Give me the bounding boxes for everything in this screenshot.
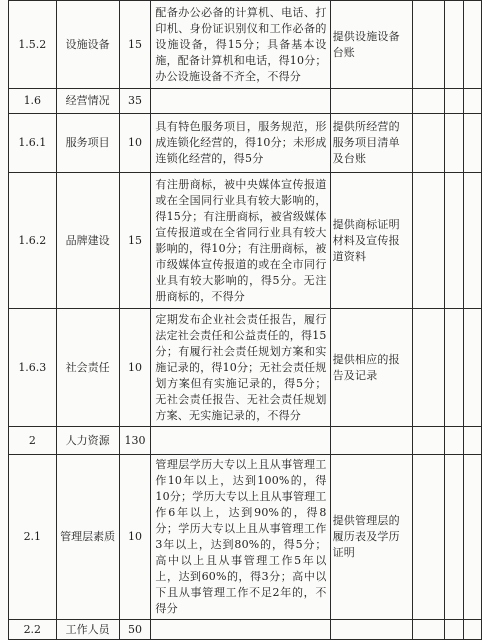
blank-cell xyxy=(444,455,464,620)
row-material: 提供管理层的履历表及学历证明 xyxy=(330,455,413,620)
table-row xyxy=(9,427,482,455)
row-code: 2.1 xyxy=(9,455,57,620)
row-standard xyxy=(151,620,330,640)
row-score: 10 xyxy=(119,455,151,620)
blank-cell xyxy=(444,114,464,173)
row-item: 工作人员 xyxy=(56,620,119,640)
row-code: 1.6.2 xyxy=(9,173,57,309)
row-material: 提供设施设备台账 xyxy=(330,1,413,89)
blank-cell xyxy=(464,1,482,89)
row-standard: 具有特色服务项目，服务规范，形成连锁化经营的，得10分；未形成连锁化经营的，得5分 xyxy=(151,114,330,173)
table-row xyxy=(9,89,482,114)
table-row xyxy=(9,1,482,89)
row-item: 服务项目 xyxy=(56,114,119,173)
blank-cell xyxy=(464,89,482,114)
row-item: 品牌建设 xyxy=(56,173,119,309)
row-standard xyxy=(151,427,330,455)
blank-cell xyxy=(413,89,444,114)
blank-cell xyxy=(444,309,464,427)
blank-cell xyxy=(444,89,464,114)
row-standard: 有注册商标，被中央媒体宣传报道或在全国同行业具有较大影响的，得15分；有注册商标，被省级媒体宣传报道或在全省同行业具有较大影响的，得10分；有注册商标，被市级媒体宣传报道的或在全市同行业具有较大影响的，得5分。无注册商标的，不得分 xyxy=(151,173,330,309)
row-score: 130 xyxy=(119,427,151,455)
row-item: 管理层素质 xyxy=(56,455,119,620)
blank-cell xyxy=(464,309,482,427)
row-score: 15 xyxy=(119,1,151,89)
blank-cell xyxy=(464,427,482,455)
row-score: 10 xyxy=(119,309,151,427)
blank-cell xyxy=(413,114,444,173)
blank-cell xyxy=(464,114,482,173)
row-item: 社会责任 xyxy=(56,309,119,427)
row-standard: 管理层学历大专以上且从事管理工作10年以上，达到100%的，得10分；学历大专以上且从事管理工作6年以上，达到90%的，得8分；学历大专以上且从事管理工作3年以上，达到80%的，得5分；高中以上且从事管理工作5年以上，达到60%的，得3分；高中以下且从事管理工作不足2年的，不得分 xyxy=(151,455,330,620)
table-row xyxy=(9,620,482,640)
row-code: 1.6.1 xyxy=(9,114,57,173)
blank-cell xyxy=(413,309,444,427)
table-row xyxy=(9,309,482,427)
row-score: 35 xyxy=(119,89,151,114)
row-material xyxy=(330,427,413,455)
row-material: 提供相应的报告及记录 xyxy=(330,309,413,427)
blank-cell xyxy=(413,620,444,640)
row-standard xyxy=(151,89,330,114)
row-code: 2 xyxy=(9,427,57,455)
row-score: 50 xyxy=(119,620,151,640)
blank-cell xyxy=(464,455,482,620)
blank-cell xyxy=(413,173,444,309)
row-material: 提供所经营的服务项目清单及台账 xyxy=(330,114,413,173)
row-standard: 定期发布企业社会责任报告，履行法定社会责任和公益责任的，得15分；有履行社会责任规划方案和实施记录的，得10分；无社会责任规划方案但有实施记录的，得5分；无社会责任报告、无社会责任规划方案、无实施记录的，不得分 xyxy=(151,309,330,427)
table-row xyxy=(9,114,482,173)
row-item: 设施设备 xyxy=(56,1,119,89)
blank-cell xyxy=(413,455,444,620)
blank-cell xyxy=(444,620,464,640)
blank-cell xyxy=(464,173,482,309)
row-material xyxy=(330,620,413,640)
row-code: 1.5.2 xyxy=(9,1,57,89)
blank-cell xyxy=(413,427,444,455)
row-material xyxy=(330,89,413,114)
row-standard: 配备办公必备的计算机、电话、打印机、身份证识别仪和工作必备的设施设备，得15分；具备基本设施，配备计算机和电话，得10分；办公设施设备不齐全，不得分 xyxy=(151,1,330,89)
blank-cell xyxy=(444,173,464,309)
table-row xyxy=(9,455,482,620)
table-row xyxy=(9,173,482,309)
row-item: 人力资源 xyxy=(56,427,119,455)
row-code: 2.2 xyxy=(9,620,57,640)
row-code: 1.6.3 xyxy=(9,309,57,427)
blank-cell xyxy=(413,1,444,89)
blank-cell xyxy=(444,1,464,89)
row-material: 提供商标证明材料及宣传报道资料 xyxy=(330,173,413,309)
row-score: 15 xyxy=(119,173,151,309)
row-score: 10 xyxy=(119,114,151,173)
row-item: 经营情况 xyxy=(56,89,119,114)
row-code: 1.6 xyxy=(9,89,57,114)
evaluation-table xyxy=(8,0,482,640)
blank-cell xyxy=(444,427,464,455)
blank-cell xyxy=(464,620,482,640)
